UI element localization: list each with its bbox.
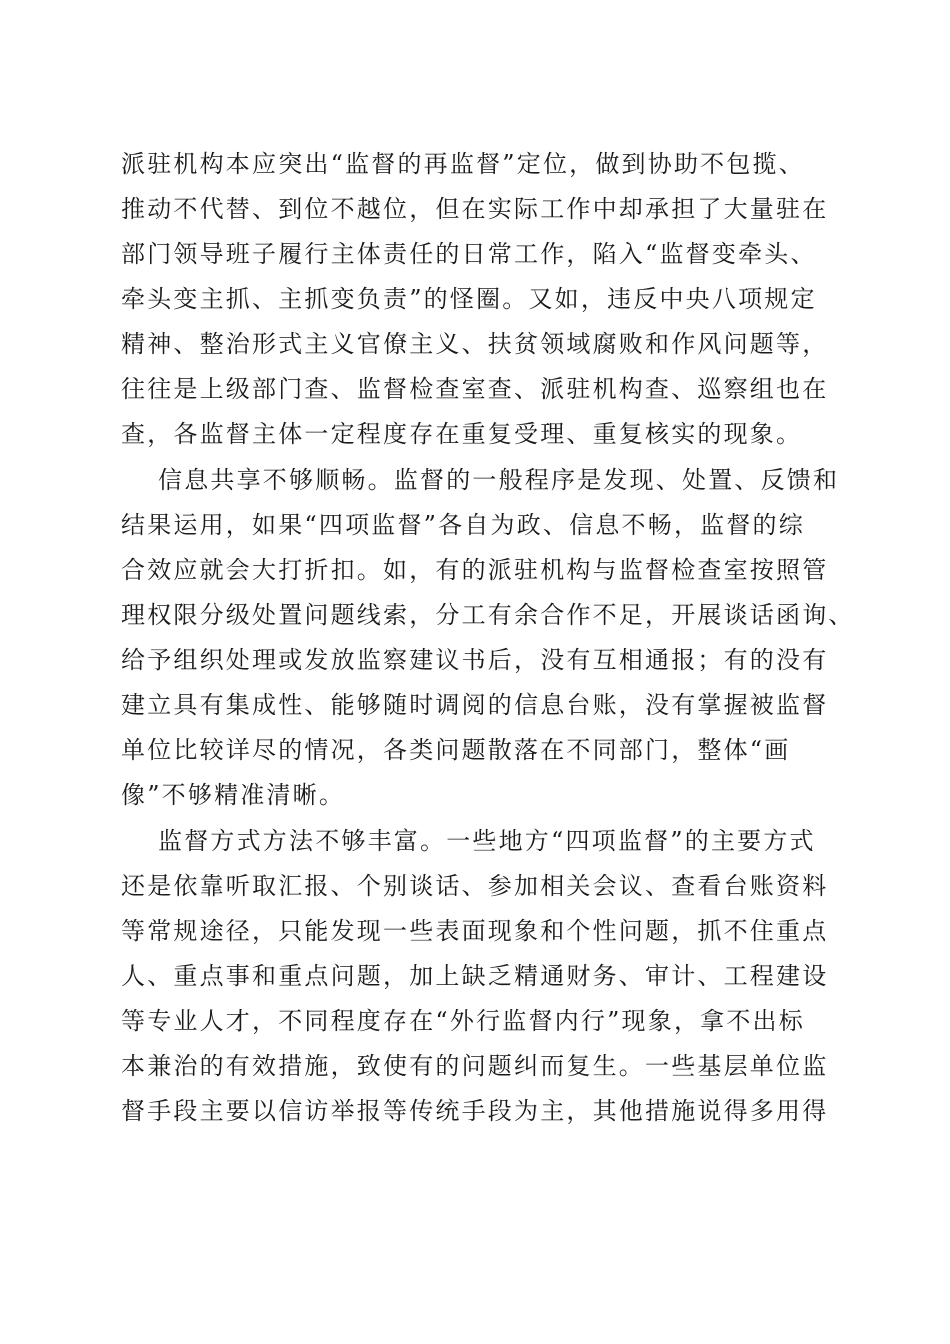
text-line: 人、重点事和重点问题，加上缺乏精通财务、审计、工程建设 (121, 962, 829, 990)
text-line: 像”不够精准清晰。 (121, 781, 346, 809)
text-line: 查，各监督主体一定程度存在重复受理、重复核实的现象。 (121, 420, 803, 448)
text-line: 牵头变主抓、主抓变负责”的怪圈。又如，违反中央八项规定 (121, 285, 817, 313)
text-line: 结果运用，如果“四项监督”各自为政、信息不畅，监督的综 (121, 511, 805, 539)
text-line: 推动不代替、到位不越位，但在实际工作中却承担了大量驻在 (121, 195, 829, 223)
text-line: 派驻机构本应突出“监督的再监督”定位，做到协助不包揽、 (121, 150, 805, 178)
paragraph-start-line: 信息共享不够顺畅。监督的一般程序是发现、处置、反馈和 (158, 466, 840, 494)
text-line: 理权限分级处置问题线索，分工有余合作不足，开展谈话函询、 (121, 601, 855, 629)
text-line: 等专业人才，不同程度存在“外行监督内行”现象，拿不出标 (121, 1007, 805, 1035)
text-line: 精神、整治形式主义官僚主义、扶贫领域腐败和作风问题等， (121, 330, 829, 358)
text-line: 建立具有集成性、能够随时调阅的信息台账，没有掌握被监督 (121, 691, 829, 719)
text-line: 本兼治的有效措施，致使有的问题纠而复生。一些基层单位监 (121, 1052, 829, 1080)
text-line: 给予组织处理或发放监察建议书后，没有互相通报；有的没有 (121, 646, 829, 674)
text-line: 单位比较详尽的情况，各类问题散落在不同部门，整体“画 (121, 736, 791, 764)
text-line: 部门领导班子履行主体责任的日常工作，陷入“监督变牵头、 (121, 240, 817, 268)
text-line: 等常规途径，只能发现一些表面现象和个性问题，抓不住重点 (121, 917, 829, 945)
text-line: 还是依靠听取汇报、个别谈话、参加相关会议、查看台账资料 (121, 872, 829, 900)
text-line: 督手段主要以信访举报等传统手段为主，其他措施说得多用得 (121, 1097, 829, 1125)
paragraph-start-line: 监督方式方法不够丰富。一些地方“四项监督”的主要方式 (158, 827, 816, 855)
text-line: 合效应就会大打折扣。如，有的派驻机构与监督检查室按照管 (121, 556, 829, 584)
text-line: 往往是上级部门查、监督检查室查、派驻机构查、巡察组也在 (121, 375, 829, 403)
